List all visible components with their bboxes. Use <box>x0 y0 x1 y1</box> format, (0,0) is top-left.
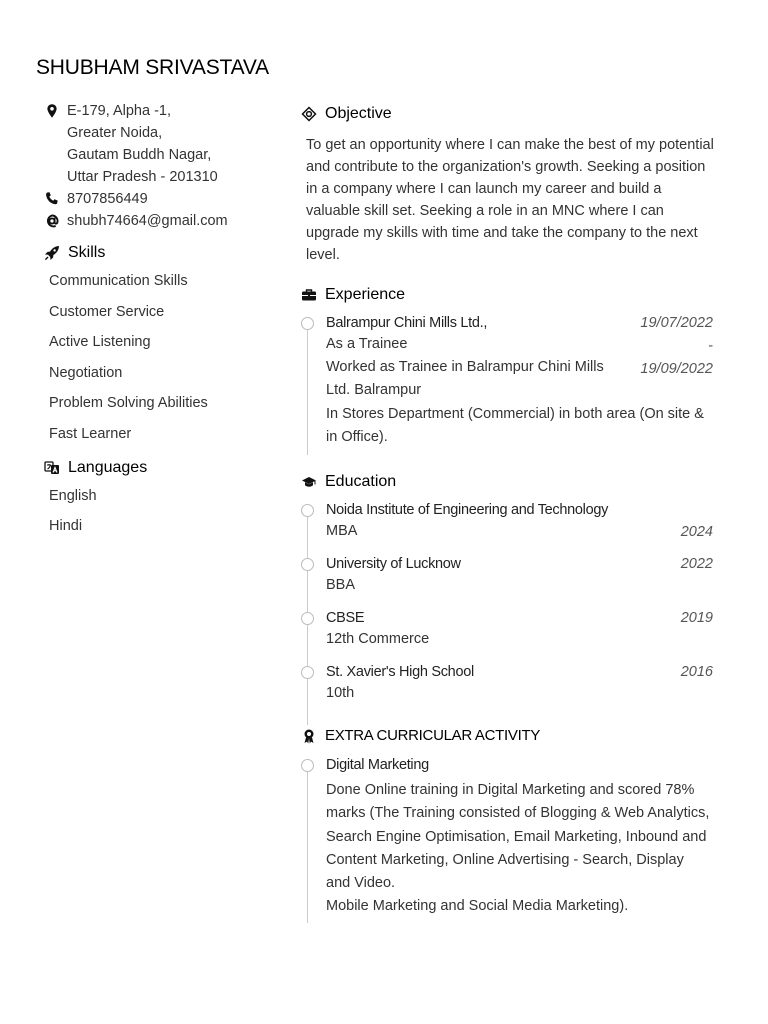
graduation-cap-icon <box>301 474 317 490</box>
briefcase-icon <box>301 287 317 303</box>
skills-heading <box>44 243 274 263</box>
timeline-dot <box>301 504 314 517</box>
target-icon <box>301 106 317 122</box>
timeline-dot <box>301 759 314 772</box>
date-separator: - <box>708 338 713 354</box>
education-year: 2022 <box>680 556 713 572</box>
skill-item: Fast Learner <box>49 425 132 442</box>
education-entry <box>301 662 716 716</box>
extra-curricular-heading <box>301 726 716 746</box>
timeline-dot <box>301 666 314 679</box>
experience-description: In Stores Department (Commercial) in both area (On site & in Office). <box>326 405 704 445</box>
skill-item: Active Listening <box>49 334 151 350</box>
email-address[interactable]: shubh74664@gmail.com <box>67 213 228 229</box>
timeline-dot <box>301 558 314 571</box>
school-name: CBSE <box>326 610 365 626</box>
start-date: 19/07/2022 <box>640 315 713 331</box>
education-entry <box>301 500 716 554</box>
skill-item: Customer Service <box>49 303 165 320</box>
school-name: Noida Institute of Engineering and Technology <box>326 502 609 518</box>
education-year: 2019 <box>680 610 713 626</box>
candidate-name: SHUBHAM SRIVASTAVA <box>36 56 269 79</box>
skills-title: Skills <box>68 244 106 261</box>
timeline-dot <box>301 317 314 330</box>
award-ribbon-icon <box>301 728 317 744</box>
skill-item: Negotiation <box>49 364 123 381</box>
at-sign-icon <box>44 213 60 229</box>
school-name: University of Lucknow <box>326 556 461 572</box>
translate-icon <box>44 460 60 476</box>
experience-timeline <box>301 313 716 455</box>
address-block <box>44 100 274 188</box>
education-timeline <box>301 500 716 725</box>
education-entry <box>301 608 716 662</box>
experience-entry <box>301 313 716 449</box>
school-name: St. Xavier's High School <box>326 664 474 680</box>
activity-description: Mobile Marketing and Social Media Marketing). <box>326 898 629 915</box>
objective-text: To get an opportunity where I can make the best of my potential and contribute to the organization's growth. Seeking a position in a company where I can launch my career and build a valuable skill set. Seeking a role in an MNC where I can upgrade my skills with time and take the company to the next level. <box>306 137 714 263</box>
degree: 10th <box>326 685 355 701</box>
role: As a Trainee <box>326 336 408 352</box>
rocket-icon <box>44 245 60 261</box>
objective-title: Objective <box>325 105 392 122</box>
skills-list <box>49 273 274 442</box>
extra-curricular-timeline <box>301 755 716 923</box>
language-item: Hindi <box>49 518 83 534</box>
activity-entry <box>301 755 716 919</box>
phone-row <box>44 188 274 210</box>
languages-title: Languages <box>68 458 148 476</box>
degree: 12th Commerce <box>326 631 430 647</box>
skill-item: Communication Skills <box>49 273 188 289</box>
skill-item: Problem Solving Abilities <box>49 395 208 411</box>
company-name: Balrampur Chini Mills Ltd., <box>326 315 488 331</box>
experience-title: Experience <box>325 286 406 303</box>
language-item: English <box>49 487 97 504</box>
address-line: Gautam Buddh Nagar, <box>67 147 212 163</box>
left-column <box>44 100 274 549</box>
address-line: Greater Noida, <box>67 125 163 141</box>
languages-heading <box>44 458 274 478</box>
languages-list <box>49 488 274 535</box>
degree: MBA <box>326 523 358 539</box>
experience-heading <box>301 285 716 305</box>
experience-description: Worked as Trainee in Balrampur Chini Mills Ltd. Balrampur <box>326 359 604 399</box>
phone-number[interactable]: 8707856449 <box>67 191 148 207</box>
location-pin-icon <box>44 103 60 119</box>
education-title: Education <box>325 473 397 490</box>
education-heading <box>301 472 716 492</box>
activity-name: Digital Marketing <box>326 757 429 773</box>
phone-icon <box>44 191 60 207</box>
end-date: 19/09/2022 <box>640 361 713 377</box>
email-row <box>44 210 274 232</box>
address-line: E-179, Alpha -1, <box>67 103 171 119</box>
education-year: 2016 <box>680 664 713 680</box>
timeline-dot <box>301 612 314 625</box>
education-year: 2024 <box>680 524 713 540</box>
education-entry <box>301 554 716 608</box>
right-column <box>301 104 716 923</box>
address-line: Uttar Pradesh - 201310 <box>67 169 218 185</box>
extra-curricular-title: EXTRA CURRICULAR ACTIVITY <box>325 727 541 744</box>
objective-heading <box>301 104 716 124</box>
degree: BBA <box>326 577 356 593</box>
activity-description: Done Online training in Digital Marketing and scored 78% marks (The Training consisted of Blogging & Web Analytics, Search Engine Optimisation, Email Marketing, Inbound and Content Marketing, Online Advertising - Search, Display and Video. <box>326 782 710 892</box>
